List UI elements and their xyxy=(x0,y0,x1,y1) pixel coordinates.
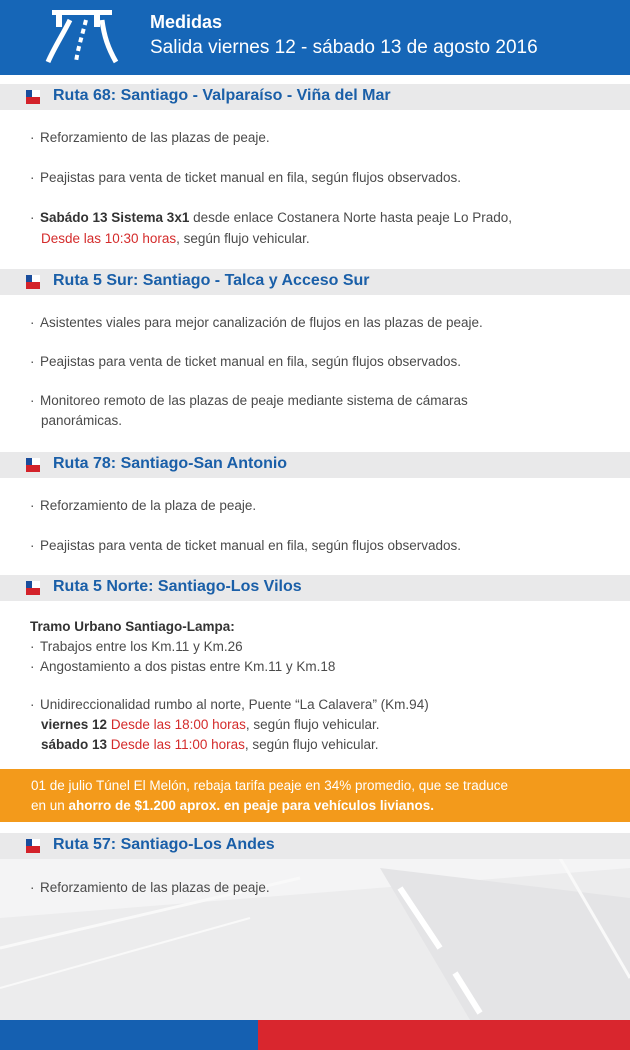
chile-flag-icon xyxy=(26,275,40,289)
list-item: · Reforzamiento de las plazas de peaje. xyxy=(30,880,270,895)
list-item: · Sabádo 13 Sistema 3x1 desde enlace Costanera Norte hasta peaje Lo Prado, xyxy=(30,210,513,225)
section-header-ruta-5-norte xyxy=(0,575,630,601)
list-item: · Monitoreo remoto de las plazas de peaje mediante sistema de cámaras xyxy=(30,393,468,408)
bullet-icon: · xyxy=(30,538,35,553)
list-item: · Trabajos entre los Km.11 y Km.26 xyxy=(30,639,243,654)
bullet-icon: · xyxy=(30,659,35,674)
list-item: · Reforzamiento de la plaza de peaje. xyxy=(30,498,257,513)
bullet-icon: · xyxy=(30,210,35,225)
list-item: · Unidireccionalidad rumbo al norte, Puente “La Calavera” (Km.94) xyxy=(30,697,429,712)
schedule-line: sábado 13 Desde las 11:00 horas, según flujo vehicular. xyxy=(41,737,379,752)
section-header-ruta-57 xyxy=(0,833,630,859)
page-subtitle: Salida viernes 12 - sábado 13 de agosto 2016 xyxy=(150,37,538,58)
list-item: · Asistentes viales para mejor canalización de flujos en las plazas de peaje. xyxy=(30,315,483,330)
chile-flag-icon xyxy=(26,90,40,104)
bullet-icon: · xyxy=(30,498,35,513)
section-title: Ruta 78: Santiago-San Antonio xyxy=(53,455,288,472)
notice-banner xyxy=(0,769,630,822)
bullet-icon: · xyxy=(30,639,35,654)
chile-flag-icon xyxy=(26,458,40,472)
footer-stripe-red xyxy=(258,1020,630,1050)
chile-flag-icon xyxy=(26,581,40,595)
list-item-continuation: Desde las 10:30 horas, según flujo vehicular. xyxy=(41,231,310,246)
banner-line: 01 de julio Túnel El Melón, rebaja tarifa peaje en 34% promedio, que se traduce xyxy=(31,778,509,793)
list-item: · Peajistas para venta de ticket manual en fila, según flujos observados. xyxy=(30,538,461,553)
list-item: · Peajistas para venta de ticket manual en fila, según flujos observados. xyxy=(30,170,461,185)
header-bar xyxy=(0,0,630,75)
list-item: · Peajistas para venta de ticket manual en fila, según flujos observados. xyxy=(30,354,461,369)
bullet-icon: · xyxy=(30,354,35,369)
schedule-line: viernes 12 Desde las 18:00 horas, según flujo vehicular. xyxy=(41,717,380,732)
road-bridge-icon xyxy=(42,6,128,66)
section-title: Ruta 5 Sur: Santiago - Talca y Acceso Sur xyxy=(53,272,370,289)
page-title: Medidas xyxy=(150,12,223,32)
section-header-ruta-5-sur xyxy=(0,269,630,295)
bullet-icon: · xyxy=(30,880,35,895)
bullet-icon: · xyxy=(30,697,35,712)
list-item-continuation: panorámicas. xyxy=(41,413,123,428)
section-header-ruta-68 xyxy=(0,84,630,110)
bullet-icon: · xyxy=(30,393,35,408)
section-header-ruta-78 xyxy=(0,452,630,478)
list-item: · Reforzamiento de las plazas de peaje. xyxy=(30,130,270,145)
footer-stripe-blue xyxy=(0,1020,258,1050)
subheading: Tramo Urbano Santiago-Lampa: xyxy=(30,619,235,634)
chile-flag-icon xyxy=(26,839,40,853)
banner-line: en un ahorro de $1.200 aprox. en peaje para vehículos livianos. xyxy=(31,798,434,813)
bullet-icon: · xyxy=(30,315,35,330)
section-title: Ruta 5 Norte: Santiago-Los Vilos xyxy=(53,578,302,595)
bullet-icon: · xyxy=(30,130,35,145)
bullet-icon: · xyxy=(30,170,35,185)
section-title: Ruta 57: Santiago-Los Andes xyxy=(53,836,275,853)
section-title: Ruta 68: Santiago - Valparaíso - Viña del Mar xyxy=(53,87,391,104)
list-item: · Angostamiento a dos pistas entre Km.11 y Km.18 xyxy=(30,659,336,674)
